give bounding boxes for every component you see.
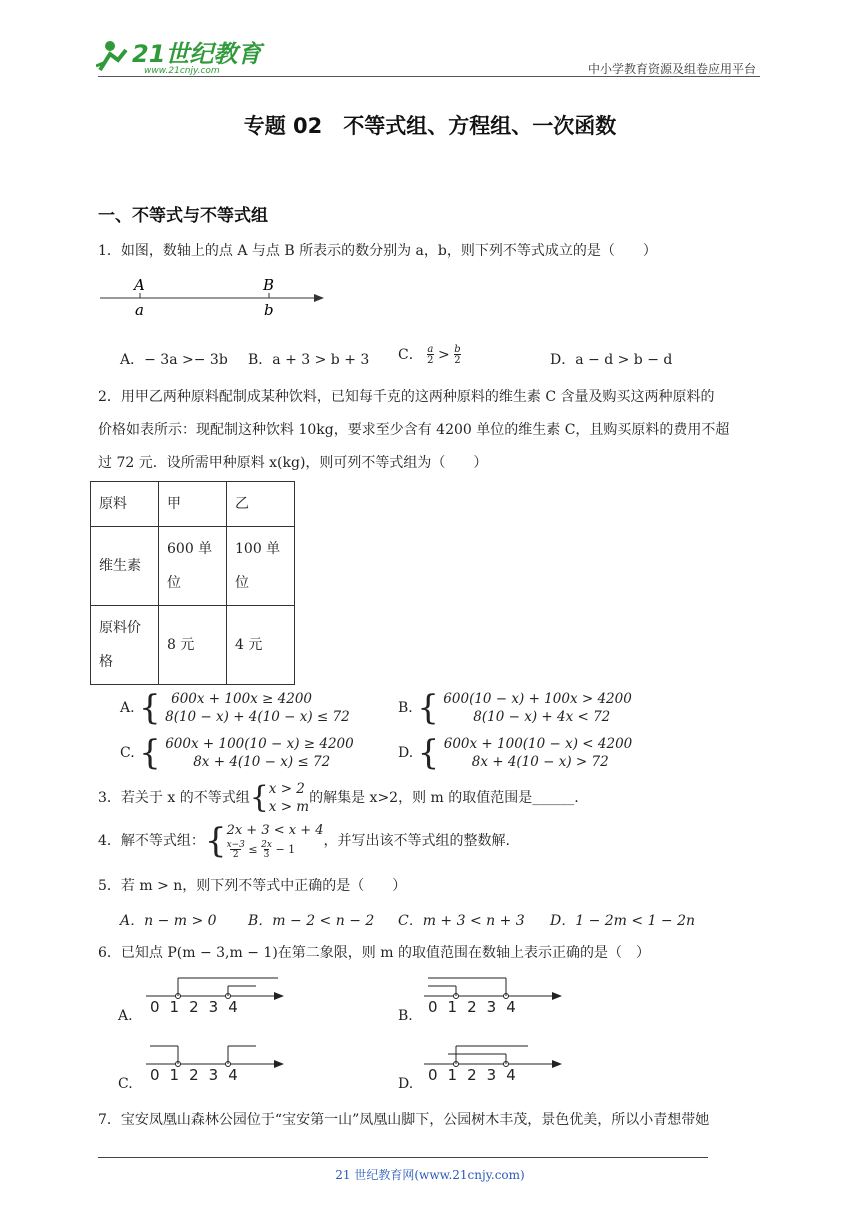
q1-option-c-label: C． xyxy=(398,347,423,363)
table-cell: 600 单位 xyxy=(159,527,227,606)
q2-option-d: D. { 600x + 100(10 − x) < 4200 8x + 4(10 − x) > 72 xyxy=(398,733,633,773)
eq-line-fraction: x−3 2 ≤ 2x 3 − 1 xyxy=(226,840,296,860)
table-cell: 原料 xyxy=(91,482,159,527)
option-label: B. xyxy=(398,700,413,716)
q1-option-c-expr: $\frac{a}{2}$ xyxy=(427,344,434,366)
point-a-label: A xyxy=(134,276,145,294)
q3-text: 3．若关于 x 的不等式组 xyxy=(98,790,250,806)
tick-labels: 01234 xyxy=(428,998,526,1016)
eq-line: 8(10 − x) + 4(10 − x) ≤ 72 xyxy=(165,709,350,725)
question-2-line2: 价格如表所示：现配制这种饮料 10kg，要求至少含有 4200 单位的维生素 C，且购买原料的费用不超 xyxy=(98,422,730,438)
logo-text: 21世纪教育 xyxy=(132,40,262,68)
q1-option-a: A．− 3a >− 3b xyxy=(120,352,228,368)
table-cell: 4 元 xyxy=(227,606,295,685)
table-cell: 8 元 xyxy=(159,606,227,685)
table-cell: 乙 xyxy=(227,482,295,527)
question-1: 1．如图，数轴上的点 A 与点 B 所表示的数分别为 a，b，则下列不等式成立的是（ ） xyxy=(98,243,657,259)
q2-option-a: A. { 600x + 100x ≥ 4200 8(10 − x) + 4(10 − x) ≤ 72 xyxy=(120,688,350,728)
page-title: 专题 02 不等式组、方程组、一次函数 xyxy=(243,114,617,138)
q1-option-c: C． $\frac{a}{2} > \frac{b}{2}$ xyxy=(398,344,461,366)
question-5: 5．若 m > n，则下列不等式中正确的是（ ） xyxy=(98,878,407,894)
eq-line: 2x + 3 < x + 4 xyxy=(226,823,324,838)
footer-divider xyxy=(98,1157,708,1158)
value-a-label: a xyxy=(135,301,144,319)
eq-line: 8x + 4(10 − x) > 72 xyxy=(471,754,609,770)
question-2-line1: 2．用甲乙两种原料配制成某种饮料，已知每千克的这两种原料的维生素 C 含量及购买这两种原料的 xyxy=(98,389,715,405)
table-cell: 甲 xyxy=(159,482,227,527)
logo-url: www.21cnjy.com xyxy=(144,66,220,76)
eq-line: 600x + 100(10 − x) < 4200 xyxy=(443,736,633,752)
q1-option-d: D．a − d > b − d xyxy=(550,352,673,368)
q6-option-c xyxy=(118,1040,288,1096)
header-divider xyxy=(98,76,760,77)
q5-option-c: C．m + 3 < n + 3 xyxy=(398,913,525,929)
question-4: 4．解不等式组：{ 2x + 3 < x + 4 x−3 2 ≤ 2x 3 − 1 ，并写出该不等式组的整数解. xyxy=(98,821,510,861)
q4-text: 4．解不等式组： xyxy=(98,833,205,849)
section-heading: 一、不等式与不等式组 xyxy=(98,206,268,226)
q2-table xyxy=(90,481,295,685)
option-label: C. xyxy=(118,1076,133,1092)
tick-labels: 01234 xyxy=(150,1066,248,1084)
point-b-label: B xyxy=(263,276,275,294)
question-2-line3: 过 72 元．设所需甲种原料 x(kg)，则可列不等式组为（ ） xyxy=(98,455,488,471)
eq-line: 8x + 4(10 − x) ≤ 72 xyxy=(193,754,331,770)
question-7: 7．宝安凤凰山森林公园位于“宝安第一山”凤凰山脚下，公园树木丰茂，景色优美，所以小青想带她 xyxy=(98,1112,710,1128)
q2-option-b: B. { 600(10 − x) + 100x > 4200 8(10 − x) + 4x < 72 xyxy=(398,688,632,728)
eq-line: 600x + 100x ≥ 4200 xyxy=(171,691,313,707)
eq-line: 600x + 100(10 − x) ≥ 4200 xyxy=(165,736,354,752)
table-cell: 100 单位 xyxy=(227,527,295,606)
header-right-text: 中小学教育资源及组卷应用平台 xyxy=(587,62,756,76)
number-line-q1 xyxy=(96,270,336,320)
tick-labels: 01234 xyxy=(150,998,248,1016)
option-label: A. xyxy=(118,1008,133,1024)
q1-option-b: B．a + 3 > b + 3 xyxy=(248,352,370,368)
question-3: 3．若关于 x 的不等式组{ x > 2 x > m 的解集是 x>2，则 m 的取值范围是______. xyxy=(98,780,579,815)
eq-line: x > m xyxy=(268,799,310,815)
q3-text-end: 的解集是 x>2，则 m 的取值范围是______. xyxy=(309,790,579,806)
logo-icon xyxy=(96,36,266,76)
eq-line: 600(10 − x) + 100x > 4200 xyxy=(443,691,632,707)
q5-option-d: D．1 − 2m < 1 − 2n xyxy=(550,913,696,929)
table-cell: 原料价格 xyxy=(91,606,159,685)
eq-line: 8(10 − x) + 4x < 72 xyxy=(473,709,611,725)
tick-labels: 01234 xyxy=(428,1066,526,1084)
q6-option-b xyxy=(398,972,568,1028)
footer-link[interactable]: 21 世纪教育网(www.21cnjy.com) xyxy=(335,1168,525,1182)
question-6: 6．已知点 P(m − 3,m − 1)在第二象限，则 m 的取值范围在数轴上表示正确的是（ ） xyxy=(98,945,650,961)
option-label: C. xyxy=(120,745,135,761)
option-label: D. xyxy=(398,745,414,761)
eq-line: x > 2 xyxy=(268,781,305,797)
table-cell: 维生素 xyxy=(91,527,159,606)
logo xyxy=(96,36,266,76)
q5-option-a: A．n − m > 0 xyxy=(120,913,217,929)
option-label: B. xyxy=(398,1008,413,1024)
q4-text-end: ，并写出该不等式组的整数解. xyxy=(323,833,510,849)
q5-option-b: B．m − 2 < n − 2 xyxy=(248,913,375,929)
q2-option-c: C. { 600x + 100(10 − x) ≥ 4200 8x + 4(10 − x) ≤ 72 xyxy=(120,733,354,773)
value-b-label: b xyxy=(264,301,274,319)
q6-option-a xyxy=(118,972,288,1028)
option-label: A. xyxy=(120,700,135,716)
option-label: D. xyxy=(398,1076,414,1092)
q6-option-d xyxy=(398,1040,568,1096)
